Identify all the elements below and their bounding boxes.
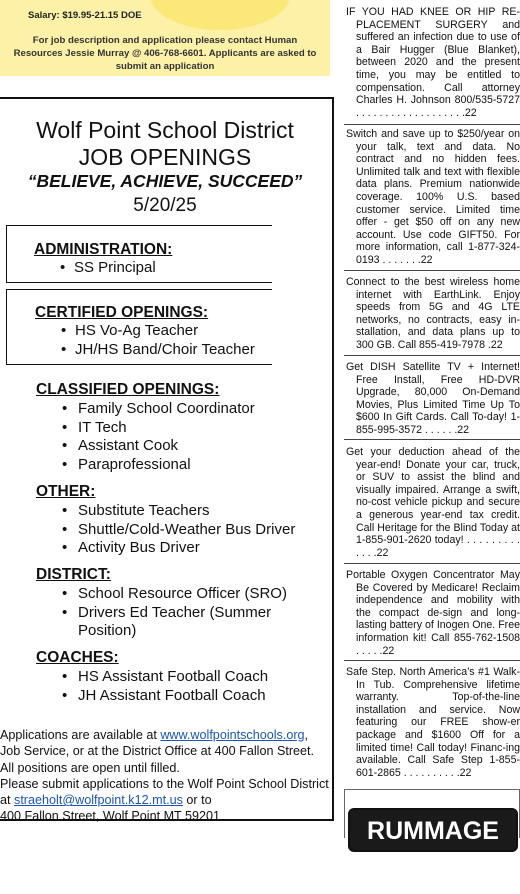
ad-text: Switch and save up to $250/year on your talk, text and data. No contract and no hidden fees. Unlimited talk and text with flexible data plans. Premium nationwide coverage. 100% U.S. based customer service. Limited time offer - get $50 off on any new account. Use code GIFT50. For more information, call 1-877-324-0193 . . . . . . .22: [346, 128, 520, 266]
divider: [344, 563, 520, 564]
job-item: • IT Tech: [36, 419, 332, 438]
section-title: OTHER:: [36, 483, 96, 500]
apply-text: Applications are available at: [0, 728, 161, 742]
rummage-sale-banner: RUMMAGE SALE: [348, 808, 518, 852]
job-item: • School Resource Officer (SRO): [36, 585, 332, 604]
job-item: • Drivers Ed Teacher (Summer Position): [36, 604, 278, 641]
classified-ad: [344, 128, 520, 267]
apply-text: All positions are open until filled.: [0, 760, 180, 775]
job-item: • HS Assistant Football Coach: [36, 668, 332, 687]
section-title: DISTRICT:: [36, 566, 111, 583]
section-title: ADMINISTRATION:: [34, 241, 173, 258]
classified-ad: [344, 666, 520, 779]
job-item: • JH/HS Band/Choir Teacher: [35, 341, 272, 360]
administration-section: [6, 225, 272, 283]
website-link[interactable]: www.wolfpointschools.org: [160, 728, 305, 742]
posting-date: 5/20/25: [133, 195, 197, 216]
apply-text: ,: [304, 728, 309, 742]
ad-text: Portable Oxygen Concentrator May Be Covered by Medicare! Reclaim independence and mobility with the compact de-sign and long-lasting battery of Inogen One. Free information kit! Call 855-762-1508 . . . . .22: [346, 569, 520, 657]
classified-ad: [344, 6, 520, 119]
ad-text: Safe Step. North America’s #1 Walk-In Tub. Comprehensive lifetime warranty. Top-of-the-line installation and service. Now featuring our FREE show-er package and $1600 Off for a limited time! Call today! Financ-ing available. Call Safe Step 1-855-601-2865 . . . . . . . . . .22: [346, 666, 520, 779]
salary-text: Salary: $19.95-21.15 DOE: [28, 10, 142, 21]
email-link[interactable]: straeholt@wolfpoint.k12.mt.us: [14, 793, 183, 808]
job-item: • Paraprofessional: [36, 456, 332, 475]
job-openings-heading: JOB OPENINGS: [78, 144, 252, 170]
district-section: [36, 566, 332, 641]
apply-text: 400 Fallon Street, Wolf Point MT 59201: [0, 809, 221, 824]
classified-ad: [344, 446, 520, 559]
job-ad-banner: [0, 0, 330, 76]
apply-text: at: [0, 793, 15, 808]
apply-text: or to: [182, 793, 212, 808]
contact-note: For job description and application please contact Human Resources Jessie Murray @ 406-768-6601. Applicants are asked to submit an application: [13, 35, 317, 72]
ad-text: IF YOU HAD KNEE OR HIP RE-PLACEMENT SURGERY and suffered an infection due to use of a Bair Hugger (Blue Blanket), between 2020 and the present time, you may be entitled to compensation. Call attorney Charles H. Johnson 800/535-5727 . . . . . . . . . . . . . . . . . . .22: [346, 6, 520, 119]
classified-section: [36, 381, 332, 474]
apply-text: Please submit applications to the Wolf Point School District: [0, 776, 329, 791]
section-title: COACHES:: [36, 649, 119, 666]
job-item: • JH Assistant Football Coach: [36, 687, 332, 706]
job-item: • Activity Bus Driver: [36, 539, 332, 558]
job-item: • Substitute Teachers: [36, 502, 332, 521]
ad-text: Get your deduction ahead of the year-end! Donate your car, truck, or SUV to assist the blind and visually impaired. Arrange a swift, no-cost vehicle pickup and secure a generous year-end tax credit. Call Heritage for the Blind Today at 1-855-901-2620 today! . . . . . . . . . . . . .22: [346, 446, 520, 559]
ad-text: Connect to the best wireless home internet with EarthLink. Enjoy speeds from 5G and 4G LTE networks, no contracts, easy in-stallation, and data plans up to 300 GB. Call 855-419-7978 .22: [346, 276, 520, 351]
district-title: Wolf Point School District: [36, 117, 294, 143]
section-title: CLASSIFIED OPENINGS:: [36, 381, 220, 398]
classified-ad: [344, 361, 520, 437]
section-title: CERTIFIED OPENINGS:: [35, 304, 209, 321]
job-item: • Shuttle/Cold-Weather Bus Driver: [36, 521, 332, 540]
divider: [344, 124, 520, 125]
divider: [344, 355, 520, 356]
classified-ad: [344, 569, 520, 657]
classified-ad: [344, 276, 520, 352]
divider: [344, 270, 520, 271]
certified-section: [6, 289, 272, 365]
apply-text: Job Service, or at the District Office at 400 Fallon Street.: [0, 744, 315, 759]
job-item: • HS Vo-Ag Teacher: [35, 322, 272, 341]
divider: [344, 439, 520, 440]
job-item: • Family School Coordinator: [36, 400, 332, 419]
decorative-shape: [150, 0, 290, 30]
ad-text: Get DISH Satellite TV + Internet! Free Install, Free HD-DVR Upgrade, 80,000 On-Demand Movies, Plus Limited Time Up To $600 In Gift Cards. Call To-day! 1-855-995-3572 . . . . . .22: [346, 361, 520, 436]
application-info: [0, 727, 334, 825]
other-section: [36, 483, 332, 558]
coaches-section: [36, 649, 332, 705]
job-item: • SS Principal: [34, 259, 272, 278]
job-item: • Assistant Cook: [36, 437, 332, 456]
divider: [344, 660, 520, 661]
job-openings-box: [0, 97, 334, 821]
slogan: “BELIEVE, ACHIEVE, SUCCEED”: [27, 171, 303, 191]
